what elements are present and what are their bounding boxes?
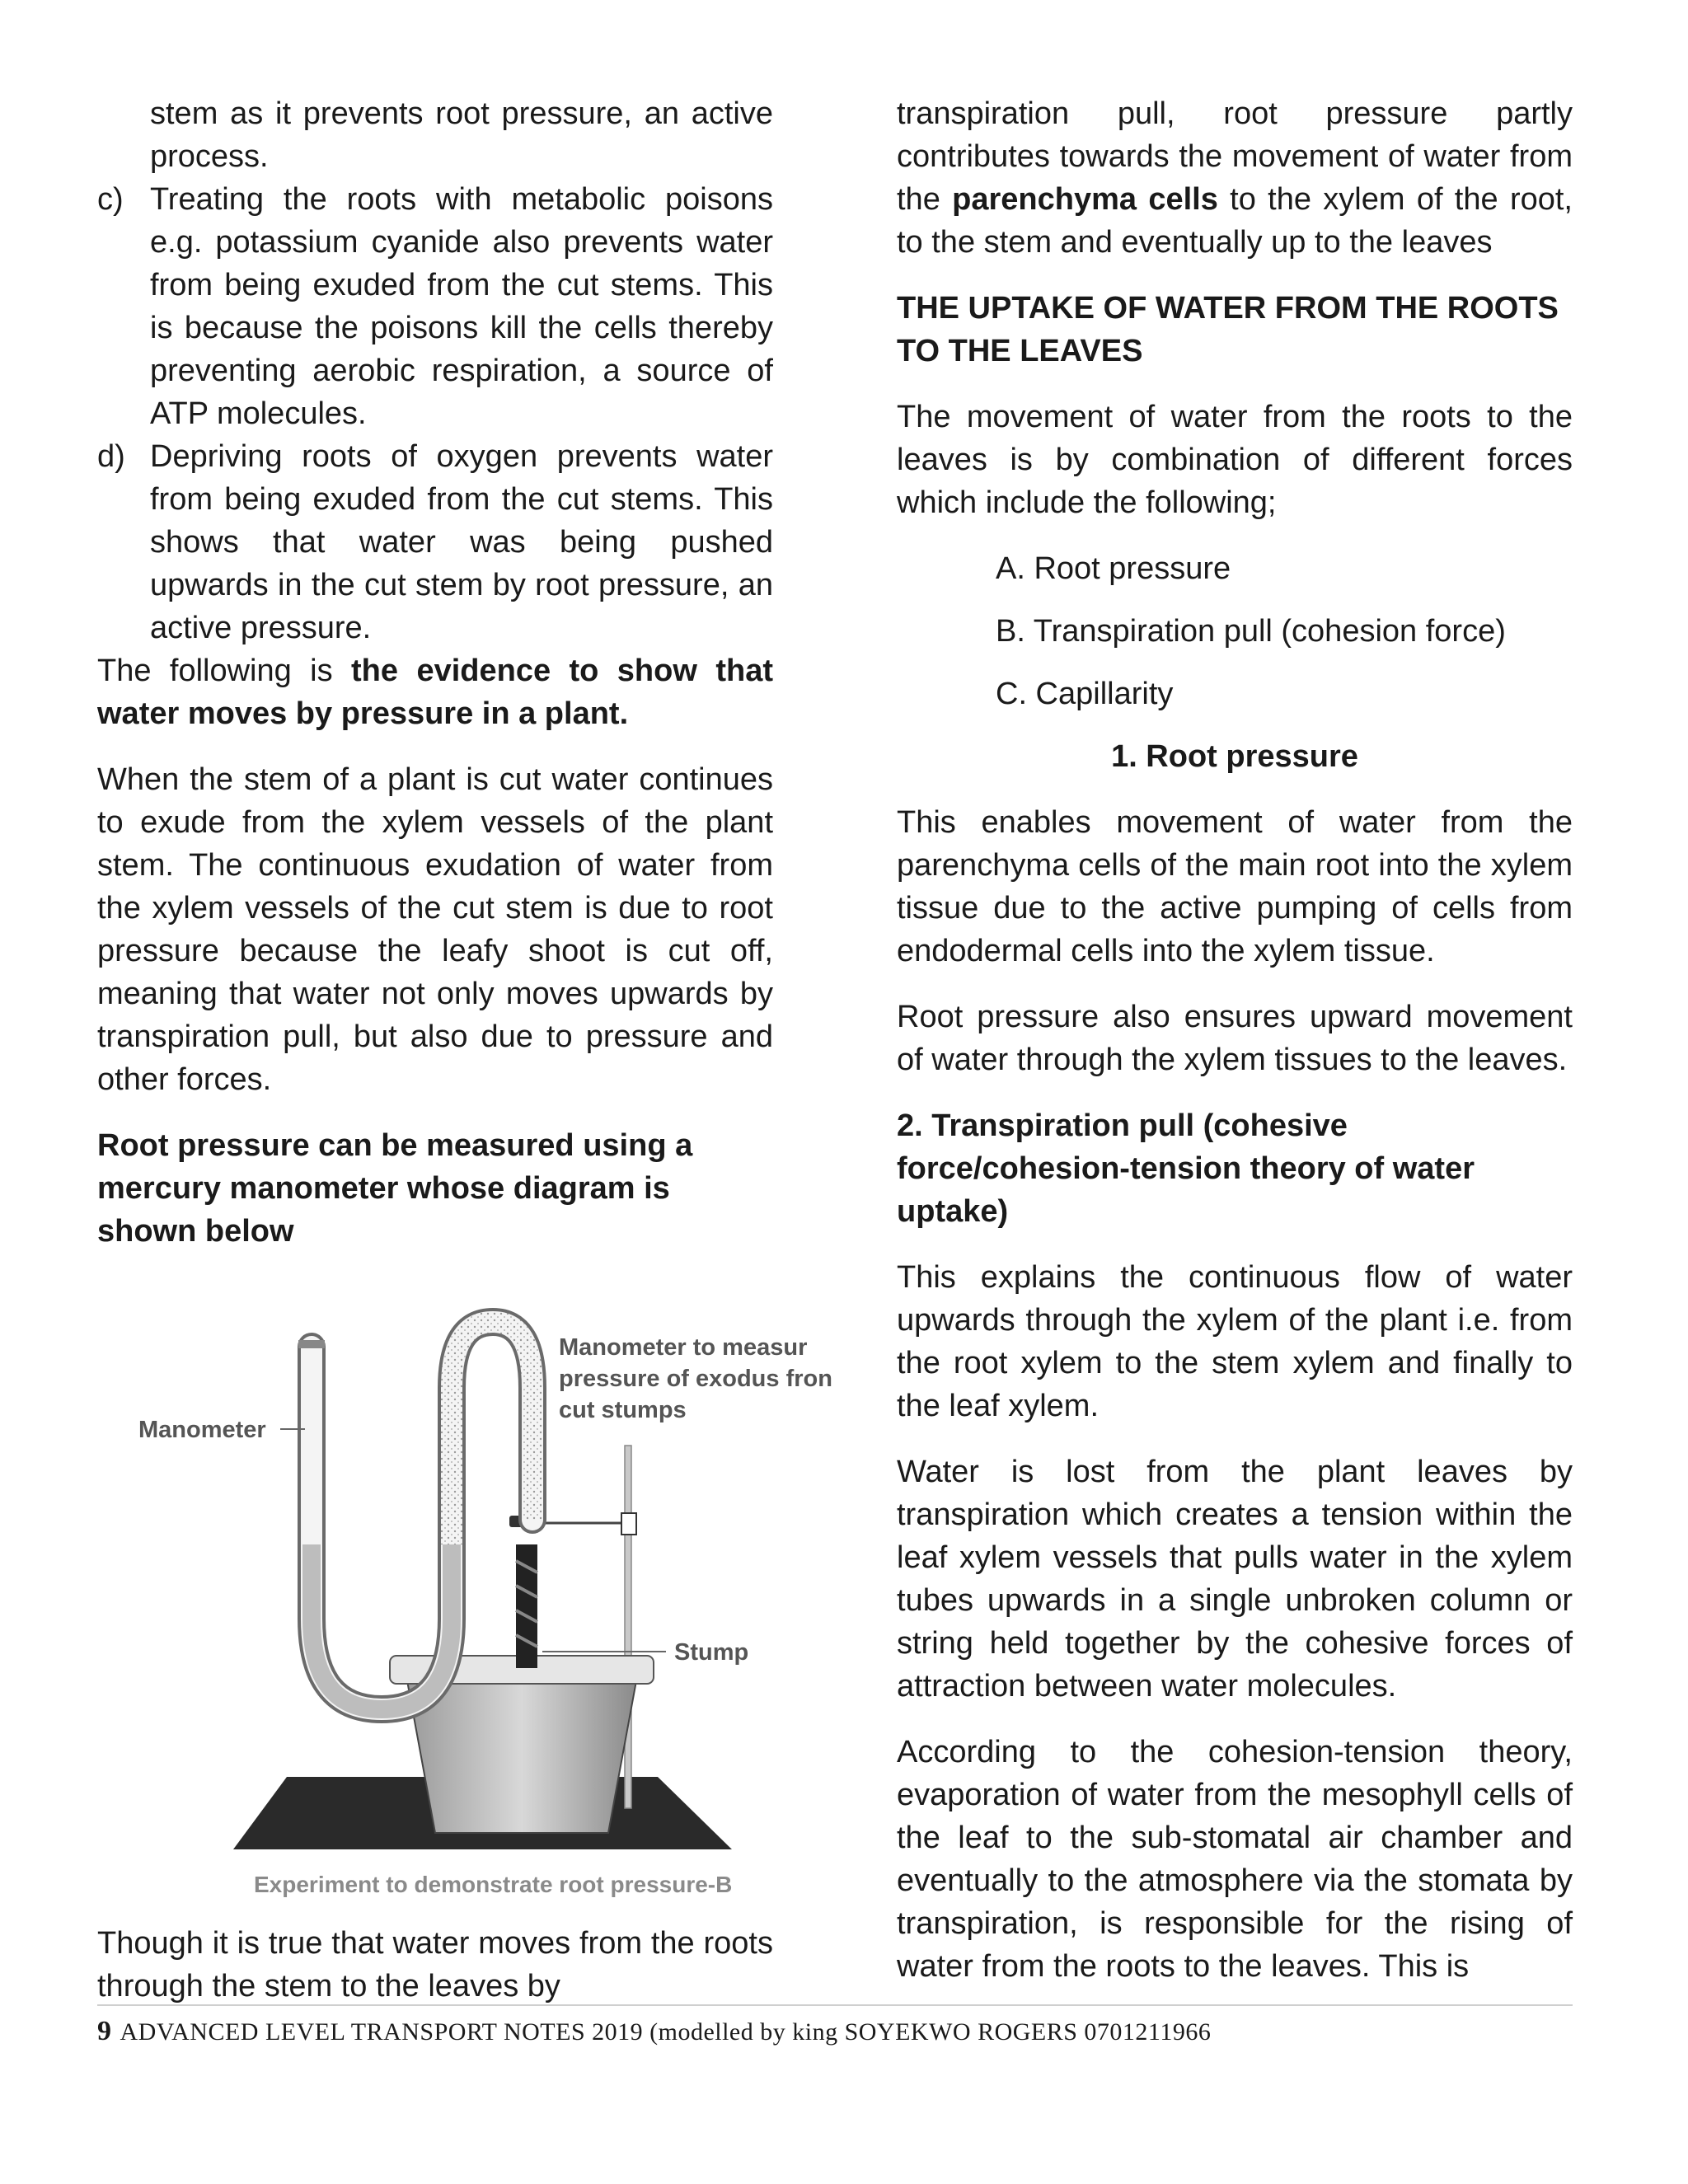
forces-list (897, 547, 1573, 715)
manometer-diagram (97, 1272, 839, 1899)
root-pressure-heading: 1. Root pressure (1111, 739, 1358, 774)
page-footer (97, 2004, 1573, 2047)
parenchyma-paragraph (897, 92, 1573, 264)
parenchyma-text-2: to the xylem of the root, to the stem and eventually up to the leaves (897, 182, 1573, 260)
forces-list-item: B. Transpiration pull (cohesion force) (996, 614, 1506, 649)
root-pressure-paragraph-1: This enables movement of water from the parenchyma cells of the main root into the xylem tissue due to the active pumping of cells from endodermal cells into the xylem tissue. (897, 805, 1573, 968)
uptake-heading: THE UPTAKE OF WATER FROM THE ROOTS TO THE LEAVES (897, 291, 1559, 368)
list-marker-d: d) (97, 439, 125, 474)
parenchyma-bold: parenchyma cells (952, 182, 1218, 217)
continued-text: stem as it prevents root pressure, an active process. (150, 96, 773, 174)
transpiration-heading: 2. Transpiration pull (cohesive force/cohesion-tension theory of water uptake) (897, 1108, 1475, 1229)
label-manometer-title-2: pressure of exodus fron (559, 1366, 832, 1392)
list-item-c (97, 178, 773, 435)
list-item-c-text: Treating the roots with metabolic poisons e.g. potassium cyanide also prevents water from being exuded from the cut stems. This is because the poisons kill the cells thereby preventing aerobic respiration, a source of ATP molecules. (150, 182, 773, 431)
root-pressure-figure (97, 1272, 839, 1899)
forces-list-item: A. Root pressure (996, 551, 1231, 586)
transpiration-paragraph-3: According to the cohesion-tension theory, evaporation of water from the mesophyll cells of the leaf to the sub-stomatal air chamber and eventually to the atmosphere via the stomata by transpiration, is responsible for the rising of water from the roots to the leaves. This is (897, 1735, 1573, 1984)
stand-rod (625, 1446, 631, 1808)
page-number: 9 (97, 2016, 112, 2046)
label-manometer: Manometer (138, 1417, 266, 1443)
transpiration-paragraph-1: This explains the continuous flow of water upwards through the xylem of the plant i.e. from the root xylem to the stem xylem and finally to the leaf xylem. (897, 1260, 1573, 1423)
left-column (97, 92, 832, 2008)
evidence-paragraph (97, 649, 773, 735)
right-column (897, 92, 1573, 1988)
forces-list-item: C. Capillarity (996, 677, 1174, 711)
forces-paragraph: The movement of water from the roots to the leaves is by combination of different forces which include the following; (897, 400, 1573, 520)
figure-caption: Experiment to demonstrate root pressure-B (254, 1872, 733, 1897)
manometer-paragraph: Root pressure can be measured using a mercury manometer whose diagram is shown below (97, 1128, 693, 1249)
footer-text: ADVANCED LEVEL TRANSPORT NOTES 2019 (modelled by king SOYEKWO ROGERS 0701211966 (120, 2018, 1212, 2046)
root-pressure-paragraph-2: Root pressure also ensures upward movement of water through the xylem tissues to the leaves. (897, 1000, 1573, 1077)
label-manometer-title-3: cut stumps (559, 1397, 687, 1423)
parenchyma-text-1: transpiration pull, root pressure partly contributes towards the movement of water from the (897, 96, 1573, 217)
label-stump: Stump (674, 1639, 749, 1666)
list-item-d-text: Depriving roots of oxygen prevents water from being exuded from the cut stems. This shows that water was being pushed upwards in the cut stem by root pressure, an active pressure. (150, 439, 773, 645)
manometer-tube (312, 1322, 532, 1709)
cut-stem-paragraph: When the stem of a plant is cut water continues to exude from the xylem vessels of the plant stem. The continuous exudation of water from the xylem vessels of the cut stem is due to root pressure because the leafy shoot is cut off, meaning that water not only moves upwards by transpiration pull, but also due to pressure and other forces. (97, 762, 773, 1097)
evidence-lead: The following is (97, 654, 352, 688)
transpiration-paragraph-2: Water is lost from the plant leaves by transpiration which creates a tension within the leaf xylem vessels that pulls water in the xylem tubes upwards in a single unbroken column or string held together by the cohesive forces of attraction between water molecules. (897, 1455, 1573, 1704)
evidence-bold: the evidence to show that water moves by pressure in a plant. (97, 654, 773, 731)
though-paragraph: Though it is true that water moves from the roots through the stem to the leaves by (97, 1926, 773, 2004)
list-item-d (97, 435, 773, 649)
list-marker-c: c) (97, 182, 124, 217)
label-manometer-title-1: Manometer to measur (559, 1334, 808, 1361)
